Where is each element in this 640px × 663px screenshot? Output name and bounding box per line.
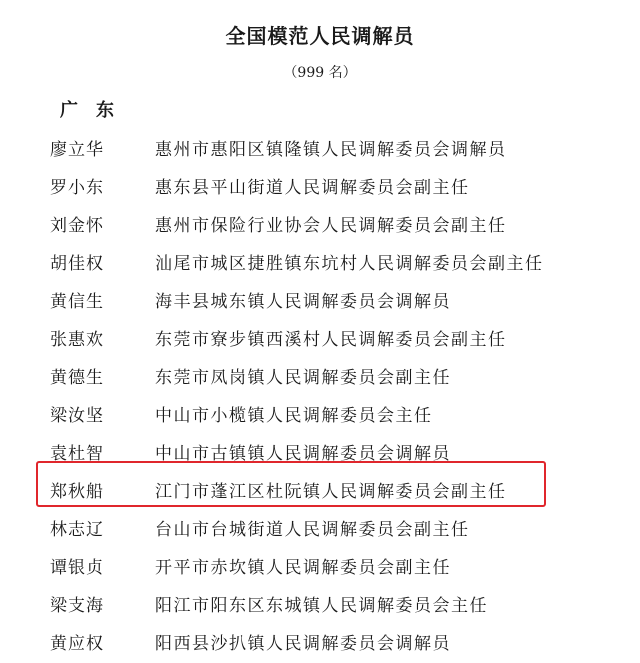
list-item	[0, 587, 640, 625]
person-title: 阳西县沙扒镇人民调解委员会调解员	[155, 634, 451, 654]
person-name: 胡佳权	[50, 254, 104, 274]
person-title: 汕尾市城区捷胜镇东坑村人民调解委员会副主任	[155, 254, 544, 274]
person-title: 惠东县平山街道人民调解委员会副主任	[155, 178, 470, 198]
person-name: 黄德生	[50, 368, 104, 388]
person-name: 梁汝坚	[50, 406, 104, 426]
person-title: 台山市台城街道人民调解委员会副主任	[155, 520, 470, 540]
person-name: 梁支海	[50, 596, 104, 616]
person-title: 中山市小榄镇人民调解委员会主任	[155, 406, 433, 426]
list-item	[0, 549, 640, 587]
person-name: 罗小东	[50, 178, 104, 198]
person-title: 惠州市惠阳区镇隆镇人民调解委员会调解员	[155, 140, 507, 160]
list-item	[0, 131, 640, 169]
list-item	[0, 169, 640, 207]
list-item	[0, 207, 640, 245]
person-name: 黄应权	[50, 634, 104, 654]
person-name: 林志辽	[50, 520, 104, 540]
person-title: 江门市蓬江区杜阮镇人民调解委员会副主任	[155, 482, 507, 502]
entry-list	[0, 131, 640, 663]
person-title: 开平市赤坎镇人民调解委员会副主任	[155, 558, 451, 578]
person-title: 阳江市阳东区东城镇人民调解委员会主任	[155, 596, 488, 616]
list-item	[0, 625, 640, 663]
person-title: 惠州市保险行业协会人民调解委员会副主任	[155, 216, 507, 236]
list-item	[0, 245, 640, 283]
document-title: 全国模范人民调解员	[225, 24, 415, 48]
highlight-box	[36, 461, 546, 507]
person-name: 张惠欢	[50, 330, 104, 350]
list-item	[0, 321, 640, 359]
person-name: 郑秋船	[50, 482, 104, 502]
document-count: （999 名）	[283, 65, 357, 81]
list-item	[0, 283, 640, 321]
person-title: 东莞市寮步镇西溪村人民调解委员会副主任	[155, 330, 507, 350]
list-item	[0, 511, 640, 549]
person-name: 袁杜智	[50, 444, 104, 464]
person-name: 刘金怀	[50, 216, 104, 236]
region-heading: 广东	[60, 100, 132, 121]
person-title: 东莞市凤岗镇人民调解委员会副主任	[155, 368, 451, 388]
person-name: 谭银贞	[50, 558, 104, 578]
person-title: 海丰县城东镇人民调解委员会调解员	[155, 292, 451, 312]
person-name: 黄信生	[50, 292, 104, 312]
person-title: 中山市古镇镇人民调解委员会调解员	[155, 444, 451, 464]
person-name: 廖立华	[50, 140, 104, 160]
list-item	[0, 359, 640, 397]
list-item	[0, 397, 640, 435]
